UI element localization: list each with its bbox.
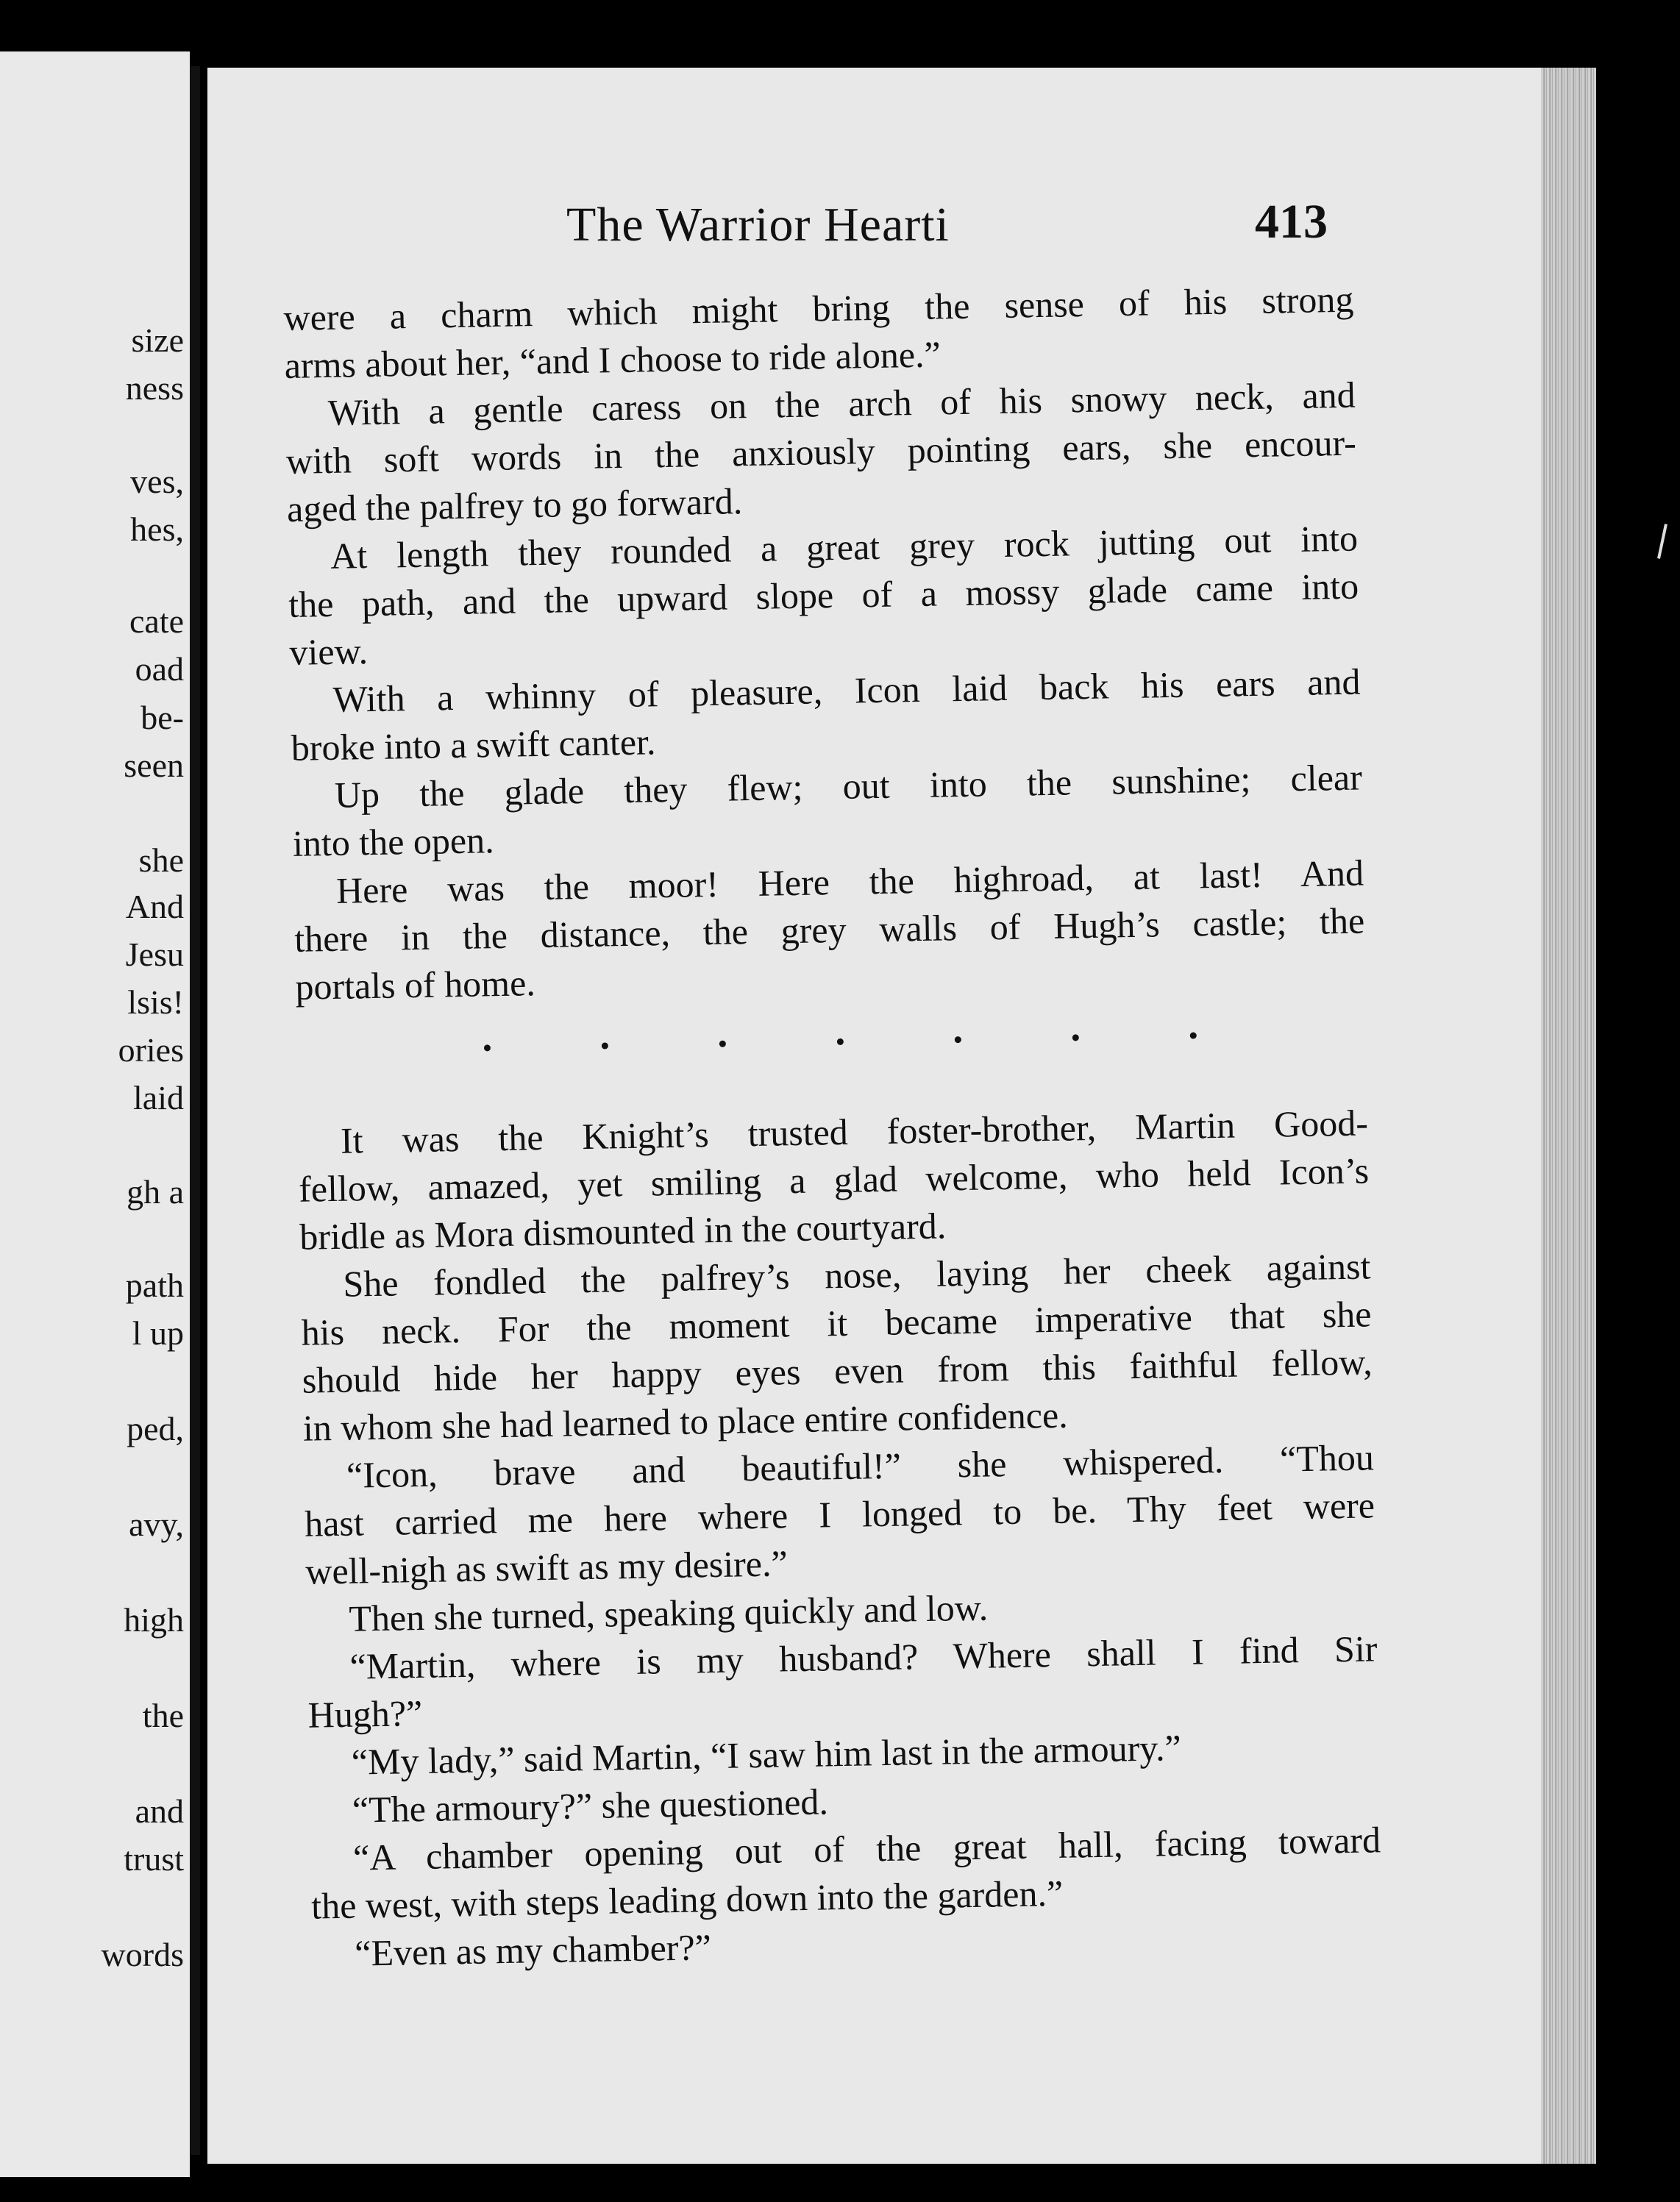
running-header — [566, 197, 1331, 256]
left-page-fragment: be- — [140, 699, 184, 736]
text-line: “Martin, where is my husband? Where shall I find Sir — [349, 1628, 1378, 1687]
left-page-fragment: And — [125, 888, 184, 925]
left-page-fragment: oad — [135, 650, 184, 688]
break-dot — [484, 1044, 491, 1051]
text-line: “My lady,” said Martin, “I saw him last in the armoury.” — [351, 1727, 1182, 1783]
text-line: there in the distance, the grey walls of Hugh’s castle; the — [293, 899, 1365, 960]
text-line: With a whinny of pleasure, Icon laid back his ears and — [332, 660, 1361, 720]
paragraph — [293, 849, 1366, 1011]
text-line: fellow, amazed, yet smiling a glad welcome, who held Icon’s — [298, 1150, 1370, 1210]
paragraph — [307, 1625, 1378, 1739]
text-line: arms about her, “and I choose to ride alone.” — [284, 333, 942, 386]
text-line: At length they rounded a great grey rock jutting out into — [330, 517, 1359, 577]
text-section-before-break — [283, 276, 1366, 1011]
text-line: broke into a swift canter. — [291, 721, 656, 769]
text-line: Hugh?” — [307, 1692, 423, 1736]
paragraph — [285, 371, 1357, 533]
page-number: 413 — [1255, 195, 1328, 249]
text-line: into the open. — [292, 819, 495, 864]
left-page-fragment: hes, — [130, 510, 184, 548]
left-page-fragment: gh a — [127, 1173, 184, 1211]
left-page-fragment: trust — [124, 1840, 184, 1878]
text-line: Then she turned, speaking quickly and low. — [348, 1586, 989, 1639]
text-line: “Even as my chamber?” — [354, 1926, 712, 1974]
break-dot — [602, 1042, 608, 1049]
text-line: Up the glade they flew; out into the sunshine; clear — [334, 756, 1363, 816]
text-line: Here was the moor! Here the highroad, at last! And — [335, 852, 1364, 911]
paragraph — [290, 658, 1362, 772]
left-page-fragment: Jesu — [125, 936, 184, 973]
running-title: The Warrior Hearti — [566, 198, 950, 252]
section-break-dots — [296, 992, 1367, 1117]
left-page-fragment: laid — [133, 1079, 184, 1116]
left-page-fragment: she — [138, 841, 184, 879]
text-section-after-break — [298, 1099, 1383, 1978]
left-page-fragment: the — [142, 1697, 184, 1734]
text-line: portals of home. — [294, 962, 536, 1008]
left-page-fragment: and — [135, 1792, 184, 1830]
break-dot — [955, 1036, 961, 1043]
text-line: the west, with steps leading down into the garden.” — [310, 1872, 1064, 1927]
paragraph — [300, 1242, 1373, 1452]
text-line: his neck. For the moment it became imperative that she — [301, 1293, 1372, 1353]
text-line: She fondled the palfrey’s nose, laying her cheek against — [343, 1245, 1371, 1305]
left-page-fragment: words — [101, 1936, 184, 1973]
text-line: bridle as Mora dismounted in the courtyard. — [299, 1205, 947, 1258]
text-line: It was the Knight’s trusted foster-brother, Martin Good- — [340, 1102, 1369, 1161]
body-text — [283, 276, 1383, 1978]
left-page-edge — [0, 51, 190, 2177]
left-page-fragment: avy, — [129, 1506, 184, 1543]
text-line: With a gentle caress on the arch of his snowy neck, and — [327, 374, 1356, 433]
page-edges — [1541, 68, 1596, 2164]
paragraph — [310, 1816, 1382, 1930]
text-line: “A chamber opening out of the great hall, facing toward — [352, 1819, 1381, 1878]
paragraph — [291, 754, 1363, 868]
scan-mark — [1657, 524, 1667, 559]
text-line: view. — [289, 630, 369, 673]
text-line: in whom she had learned to place entire confidence. — [302, 1394, 1069, 1449]
paragraph — [283, 276, 1355, 390]
text-line: well-nigh as swift as my desire.” — [305, 1542, 789, 1592]
paragraph — [303, 1433, 1375, 1595]
left-page-fragment: high — [124, 1601, 184, 1639]
left-page-fragment: ves, — [130, 463, 184, 500]
left-page-fragment: ories — [118, 1031, 184, 1069]
text-line: hast carried me here where I longed to be. Thy feet were — [304, 1484, 1375, 1544]
text-line: “Icon, brave and beautiful!” she whispered. “Thou — [346, 1436, 1375, 1496]
text-line: with soft words in the anxiously pointing ears, she encour- — [285, 421, 1357, 482]
left-page-fragment: seen — [124, 747, 184, 784]
book-gutter — [190, 66, 200, 2155]
left-page-fragment: l up — [132, 1314, 184, 1352]
break-dot — [1190, 1032, 1197, 1038]
break-dot — [837, 1038, 844, 1045]
break-dot — [719, 1041, 726, 1047]
left-page-fragment: path — [125, 1266, 184, 1304]
left-page-fragment: cate — [129, 602, 184, 640]
text-line: aged the palfrey to go forward. — [286, 480, 743, 530]
text-line: the path, and the upward slope of a mossy glade came into — [288, 565, 1359, 625]
text-line: should hide her happy eyes even from this faithful fellow, — [302, 1341, 1373, 1401]
left-page-fragment: size — [131, 321, 184, 359]
left-page-fragment: lsis! — [127, 983, 184, 1021]
break-dot — [1072, 1034, 1079, 1041]
paragraph — [298, 1099, 1370, 1261]
left-page-fragment: ped, — [127, 1410, 184, 1447]
paragraph — [288, 515, 1360, 677]
left-page-fragment: ness — [125, 369, 184, 407]
text-line: were a charm which might bring the sense of his strong — [283, 278, 1354, 338]
text-line: “The armoury?” she questioned. — [352, 1781, 829, 1831]
